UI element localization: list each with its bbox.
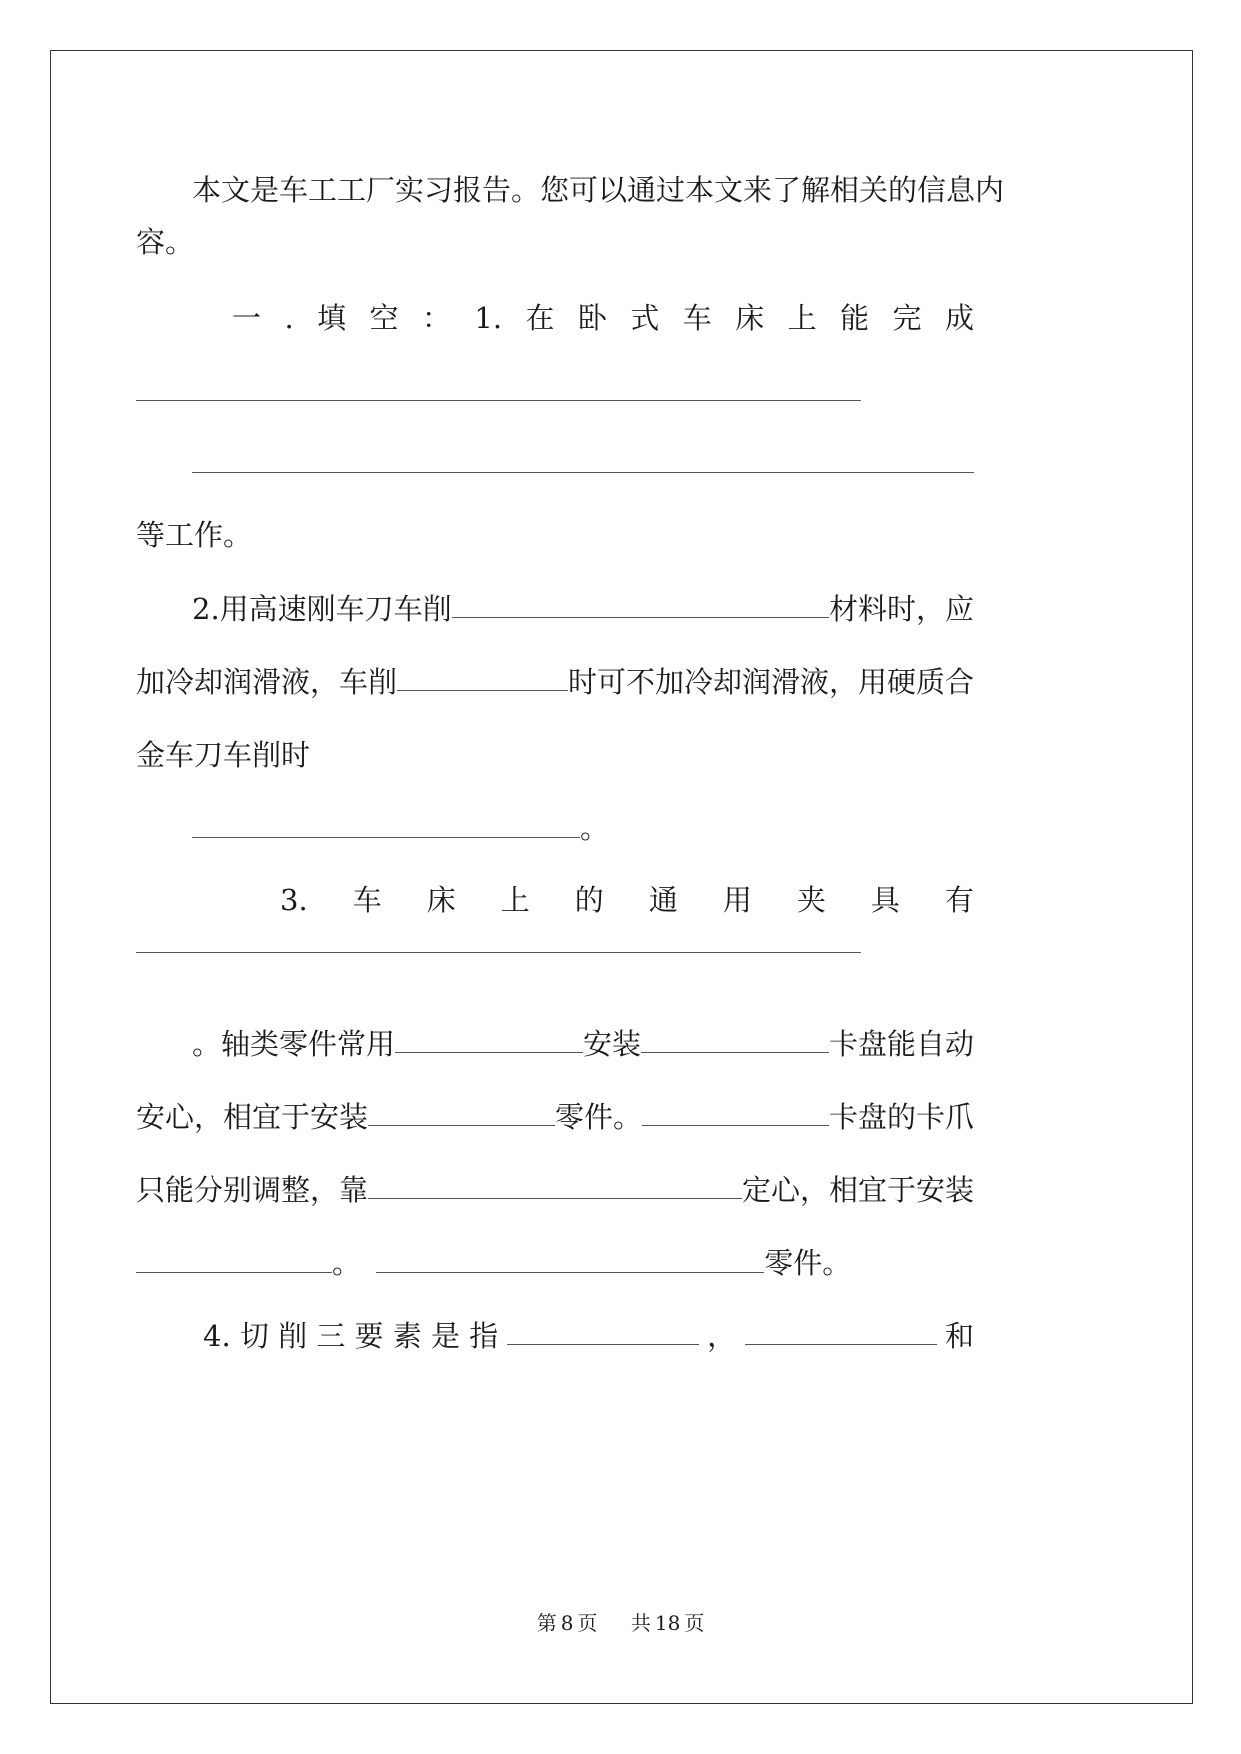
heading-char: 上 — [787, 301, 817, 335]
q3-text: 零件。 — [554, 1100, 642, 1134]
heading-char: 填 — [317, 301, 347, 335]
heading-char: 车 — [352, 883, 382, 917]
q3-heading — [280, 880, 974, 920]
fill-blank — [136, 1244, 332, 1273]
heading-char: 1. — [474, 301, 503, 335]
q3-text: 只能分别调整，靠 — [136, 1173, 369, 1207]
intro-line-2 — [136, 222, 194, 262]
q4-text: ， — [707, 1319, 737, 1353]
q3-text: 定心，相宜于安装 — [741, 1173, 974, 1207]
q3-text: 安装 — [582, 1027, 641, 1061]
heading-char: ： — [421, 301, 451, 335]
heading-char: 卧 — [577, 301, 607, 335]
heading-char: 在 — [525, 301, 555, 335]
page-prefix: 第 — [536, 1611, 557, 1635]
q3-line-1 — [192, 1024, 974, 1064]
total-num: 18 — [654, 1611, 681, 1635]
fill-blank — [192, 809, 580, 838]
q2-line-4 — [192, 808, 609, 848]
page-footer — [0, 1611, 1241, 1635]
intro-line-1 — [192, 170, 1004, 210]
q2-text: 。 — [580, 811, 610, 845]
q2-text: 2.用高速刚车刀车削 — [192, 592, 452, 626]
total-suffix: 页 — [684, 1611, 705, 1635]
section1-end-line — [136, 515, 252, 555]
fill-blank — [642, 1097, 829, 1126]
fill-blank — [641, 1024, 829, 1053]
q4-text: 4. 切 削 三 要 素 是 指 — [203, 1319, 499, 1353]
section1-heading — [232, 298, 974, 338]
heading-char: 夹 — [796, 883, 826, 917]
q3-line-2 — [136, 1097, 974, 1137]
q2-text: 材料时，应 — [828, 592, 974, 626]
section1-end: 等工作。 — [136, 518, 253, 552]
intro-text-1: 本文是车工工厂实习报告。您可以通过本文来了解相关的信息内 — [192, 173, 1005, 207]
heading-char: 床 — [735, 301, 765, 335]
q2-text: 加冷却润滑液，车削 — [136, 665, 398, 699]
heading-char: 成 — [944, 301, 974, 335]
q3-text: 零件。 — [764, 1246, 852, 1280]
heading-char: 车 — [682, 301, 712, 335]
heading-char: 有 — [944, 883, 974, 917]
heading-char: 用 — [722, 883, 752, 917]
q3-text: 安心，相宜于安装 — [136, 1100, 369, 1134]
fill-blank-line — [192, 472, 974, 473]
q2-line-3 — [136, 735, 310, 775]
q3-text: 。轴类零件常用 — [192, 1027, 396, 1061]
heading-char: 空 — [369, 301, 399, 335]
fill-blank — [368, 1170, 742, 1199]
page-total — [629, 1611, 706, 1635]
page-suffix: 页 — [577, 1611, 598, 1635]
q2-line-1 — [192, 589, 974, 629]
intro-text-2: 容。 — [136, 225, 195, 259]
heading-char: 具 — [870, 883, 900, 917]
q4-text: 和 — [944, 1319, 974, 1353]
heading-char: . — [284, 301, 294, 335]
fill-blank-line — [136, 952, 861, 953]
heading-char: 能 — [840, 301, 870, 335]
heading-char: 一 — [232, 301, 262, 335]
fill-blank — [368, 1097, 555, 1126]
q2-text: 金车刀车削时 — [136, 738, 311, 772]
q3-text: 卡盘的卡爪 — [828, 1100, 974, 1134]
heading-char: 完 — [892, 301, 922, 335]
heading-char: 式 — [630, 301, 660, 335]
fill-blank — [395, 1024, 583, 1053]
fill-blank — [397, 662, 568, 691]
fill-blank — [745, 1316, 937, 1345]
fill-blank — [452, 589, 829, 618]
q2-text: 时可不加冷却润滑液，用硬质合 — [567, 665, 974, 699]
heading-char: 床 — [426, 883, 456, 917]
fill-blank — [376, 1244, 764, 1273]
page-number — [535, 1611, 600, 1635]
heading-char: 通 — [648, 883, 678, 917]
page-num: 8 — [560, 1611, 574, 1635]
q2-line-2 — [136, 662, 974, 702]
q3-line-3 — [136, 1170, 974, 1210]
q3-text: 卡盘能自动 — [828, 1027, 974, 1061]
heading-char: 的 — [574, 883, 604, 917]
heading-char: 上 — [500, 883, 530, 917]
fill-blank — [507, 1316, 699, 1345]
heading-char: 3. — [280, 883, 308, 917]
fill-blank-line — [136, 400, 861, 401]
q3-text: 。 — [332, 1246, 362, 1280]
total-prefix: 共 — [630, 1611, 651, 1635]
q4-line — [203, 1316, 974, 1356]
q3-line-4 — [136, 1243, 851, 1283]
